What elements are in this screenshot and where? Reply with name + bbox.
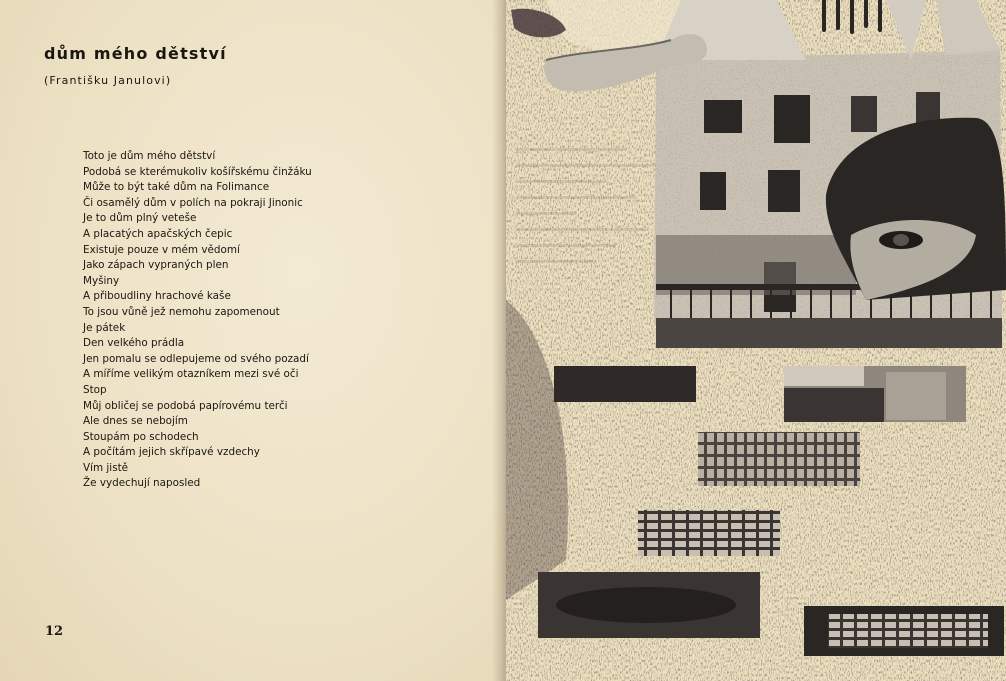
poem-line: Stoupám po schodech: [83, 430, 199, 443]
poem-line: Toto je dům mého dětství: [83, 150, 216, 162]
poem-dedication: (Františku Janulovi): [44, 74, 172, 87]
page-number: 12: [45, 624, 64, 639]
poem-title: dům mého dětství: [44, 44, 227, 63]
poem-line: Myšiny: [83, 274, 120, 287]
poem-body: [83, 149, 312, 492]
fragment-dark-strip: [554, 366, 696, 402]
fragment-smudge: [538, 572, 760, 638]
poem-line: Ale dnes se nebojím: [83, 415, 188, 428]
poem-line: A přiboudliny hrachové kaše: [83, 290, 231, 303]
poem-line: Jen pomalu se odlepujeme od svého pozadí: [83, 352, 309, 365]
poem-line: Existuje pouze v mém vědomí: [83, 243, 240, 256]
fragment-roof-bottom: [804, 606, 1004, 656]
poem-line: A počítám jejich skřípavé vzdechy: [83, 446, 260, 459]
poem-line: Podobá se kterémukoliv košířskému činžáku: [83, 165, 312, 178]
collage-page: [506, 0, 1006, 681]
poem-line: Den velkého prádla: [83, 337, 185, 350]
poem-line: Může to být také dům na Folimance: [83, 181, 270, 194]
poem-line: Můj obličej se podobá papírovému terči: [83, 399, 288, 412]
fragment-roof-tiles: [698, 432, 860, 486]
poem-line: Je pátek: [83, 321, 126, 334]
poem-line: Je to dům plný veteše: [83, 212, 197, 225]
poem-line: A placatých apačských čepic: [83, 227, 233, 240]
poem-line: To jsou vůně jež nemohu zapomenout: [83, 305, 280, 318]
poem-line: Vím jistě: [83, 461, 129, 474]
fragment-roof-tiles-2: [638, 510, 780, 556]
poem-line: A míříme velikým otazníkem mezi své oči: [83, 368, 299, 381]
poem-line: Či osamělý dům v polích na pokraji Jinonic: [83, 196, 303, 209]
poem-line: Jako zápach vypraných plen: [83, 259, 229, 272]
poem-line: Stop: [83, 383, 107, 396]
poem-line: Že vydechují naposled: [83, 477, 201, 490]
fragment-courtyard: [784, 366, 966, 422]
collage-illustration: [506, 0, 1006, 681]
